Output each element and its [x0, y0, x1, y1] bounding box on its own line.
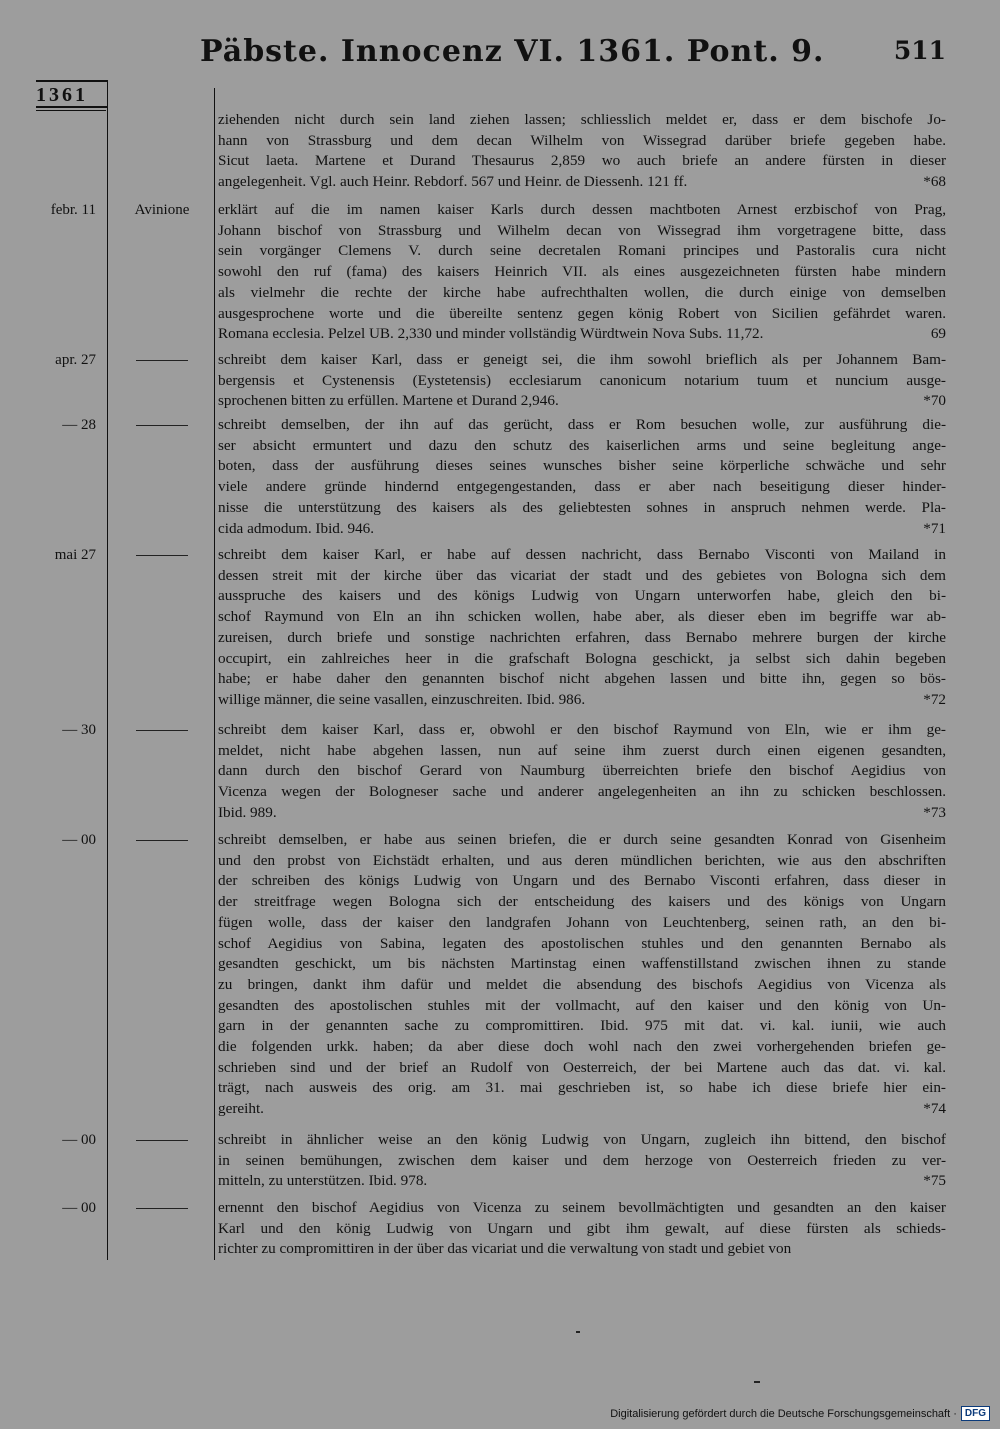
ditto-dash	[136, 1208, 188, 1209]
entry-line-text: gereiht.	[218, 1100, 264, 1118]
entry-number: *72	[923, 690, 946, 708]
entry-line	[218, 304, 946, 325]
entry-number: *75	[923, 1172, 946, 1190]
entry-line	[218, 607, 946, 628]
entry-line-text: sowohl den ruf (fama) des kaisers Heinrich VII. als eines ausgezeichneten fürsten habe mindern	[218, 263, 946, 281]
entry-line	[218, 324, 946, 345]
entry-line-text: hann von Strassburg und dem decan Wilhelm von Wissegrad darüber briefe gegeben habe.	[218, 131, 946, 149]
entry-line-text: ser absicht ermuntert und dazu den schutz des kaiserlichen arms und seine begleitung ange-	[218, 436, 946, 454]
entry-line	[218, 954, 946, 975]
entry-line	[218, 1198, 946, 1219]
top-rule-left	[36, 80, 108, 82]
entry-line	[218, 477, 946, 498]
entry-line-text: richter zu compromittiren in der über das vicariat und die verwaltung von stadt und gebiet von	[218, 1240, 792, 1258]
entry-line	[218, 782, 946, 803]
entry-line	[218, 172, 946, 193]
ditto-dash	[136, 840, 188, 841]
entry-text	[218, 1130, 946, 1192]
entry-number: *74	[923, 1100, 946, 1118]
entry-line-text: als vielmehr die rechte der kirche habe aufrechthalten wollen, die durch einige von demselben	[218, 283, 946, 301]
entry-line	[218, 415, 946, 436]
entry-line	[218, 975, 946, 996]
entry-place: Avinione	[134, 202, 190, 218]
entry-line-text: der streitfrage wegen Bologna sich der entscheidung des kaisers und des königs von Ungarn	[218, 893, 946, 911]
entry-line	[218, 1239, 946, 1260]
entry-line	[218, 110, 946, 131]
entry-line-text: schreibt demselben, er habe aus seinen briefen, die er durch seine gesandten Konrad von Gisenheim	[218, 831, 946, 848]
entry-line-text: bergensis et Cystenensis (Eystetensis) ecclesiarum canonicum notarium tuum et nuncium ausge-	[218, 371, 946, 389]
entry-line-text: in seinen bemühungen, zwischen dem kaiser und dem herzoge von Oesterreich frieden zu ver-	[218, 1151, 946, 1169]
entry-number: *70	[923, 392, 946, 410]
ditto-dash	[136, 555, 188, 556]
entry-line-text: ernennt den bischof Aegidius von Vicenza zu seinem bevollmächtigten und gesandten an den kaiser	[218, 1199, 946, 1216]
entry-line-text: mitteln, zu unterstützen. Ibid. 978.	[218, 1172, 428, 1190]
entry-line	[218, 934, 946, 955]
entry-text	[218, 830, 946, 1120]
entry-line	[218, 761, 946, 782]
entry-line	[218, 586, 946, 607]
column-divider-right	[214, 88, 215, 1260]
entry-line	[218, 1016, 946, 1037]
entry-line	[218, 996, 946, 1017]
entry-text	[218, 200, 946, 345]
entry-line	[218, 1130, 946, 1151]
entry-line-text: Karl und den könig Ludwig von Ungarn und gibt ihm gewalt, auf diese fürsten als schieds-	[218, 1219, 946, 1237]
footer	[610, 1406, 990, 1421]
running-head-title: Päbste. Innocenz VI. 1361. Pont. 9.	[200, 34, 825, 69]
entry-line-text: viele andere gründe hindernd entgegengestanden, dass er aber nach beseitigung dieser hinder-	[218, 478, 946, 496]
entry-line-text: zu bringen, dankt ihm dafür und meldet die absendung des bischofs Aegidius von Vicenza als	[218, 975, 946, 993]
entry-line-text: meldet, nicht habe abgehen lassen, nun auf seine ihm zuerst durch einen eigenen gesandten,	[218, 741, 946, 759]
page-number: 511	[893, 36, 946, 65]
entry-line	[218, 690, 946, 711]
entry-line-text: der schreiben des königs Ludwig von Ungarn und des Bernabo Visconti erfahren, dass dieser in	[218, 872, 946, 890]
entry-number: 69	[930, 325, 946, 343]
entry-text	[218, 720, 946, 824]
entry-date: mai 27	[54, 547, 96, 563]
entry-line	[218, 1037, 946, 1058]
entry-date: — 00	[62, 1200, 96, 1216]
entry-line-text: nisse die unterstützung des kaisers als des geliebtesten sohnes in anspruch nehmen werde. Pla-	[218, 498, 946, 516]
entry-line	[218, 1171, 946, 1192]
entry-date: — 00	[62, 832, 96, 848]
entry-line-text: schreibt dem kaiser Karl, dass er, obwohl er den bischof Raymund von Eln, wie er ihm ge-	[218, 721, 946, 738]
ditto-dash	[136, 425, 188, 426]
entry-line	[218, 151, 946, 172]
ditto-dash	[136, 360, 188, 361]
entry-line	[218, 669, 946, 690]
ditto-dash	[136, 1140, 188, 1141]
entry-line-text: schof Aegidius von Sabina, legaten des apostolischen stuhles und den genannten Bernabo als	[218, 934, 946, 952]
entry-line	[218, 720, 946, 741]
entry-line-text: cida admodum. Ibid. 946.	[218, 519, 375, 537]
entry-line-text: schof Raymund von Eln an ihn schicken wollen, habe aber, als dieser eben im begriffe war ab-	[218, 608, 946, 626]
entry-line-text: sprochenen bitten zu erfüllen. Martene et Durand 2,946.	[218, 392, 559, 410]
entry-line	[218, 241, 946, 262]
column-divider-left	[107, 80, 108, 1260]
entry-line-text: schreibt in ähnlicher weise an den könig Ludwig von Ungarn, zugleich ihn bittend, den bischof	[218, 1131, 946, 1148]
entry-line-text: Johann bischof von Strassburg und Wilhelm decan von Wissegrad ihm vorgetragene bitte, dass	[218, 221, 946, 239]
entry-text	[218, 415, 946, 539]
entry-date: apr. 27	[55, 352, 96, 368]
entry-line-text: occupirt, ein zahlreiches heer in die grafschaft Bologna geschickt, ja selbst sich dahin begeben	[218, 649, 946, 667]
entry-line-text: Ibid. 989.	[218, 803, 277, 821]
entry-line	[218, 741, 946, 762]
year-label: 1361	[36, 84, 88, 106]
entry-line-text: angelegenheit. Vgl. auch Heinr. Rebdorf. 567 und Heinr. de Diessenh. 121 ff.	[218, 173, 688, 191]
entry-line	[218, 1219, 946, 1240]
footer-text: Digitalisierung gefördert durch die Deutsche Forschungsgemeinschaft ·	[610, 1407, 957, 1420]
entry-number: *68	[923, 173, 946, 191]
entry-date: — 30	[62, 722, 96, 738]
entry-line	[218, 830, 946, 851]
entry-line-text: schreibt demselben, der ihn auf das gerücht, dass er Rom besuchen wolle, zur ausführung die-	[218, 416, 946, 433]
entry-line	[218, 519, 946, 540]
ditto-dash	[136, 730, 188, 731]
entry-line	[218, 391, 946, 412]
entry-line	[218, 131, 946, 152]
entry-line	[218, 1099, 946, 1120]
entry-line	[218, 871, 946, 892]
entry-line	[218, 1058, 946, 1079]
entry-line	[218, 649, 946, 670]
entry-line-text: schrieben sind und der brief an Rudolf von Oesterreich, der bei Martene auch das dat. vi. kal.	[218, 1058, 946, 1076]
entry-line-text: boten, dass der ausführung dieses seines wunsches bisher seine körperliche schwäche und sehr	[218, 457, 946, 475]
entry-line	[218, 262, 946, 283]
entry-line	[218, 851, 946, 872]
scan-speck	[576, 1331, 580, 1333]
entry-line	[218, 283, 946, 304]
entry-line	[218, 436, 946, 457]
entry-line-text: ausgesprochene worte und die übereilte sentenz gegen könig Robert von Sicilien gefährdet waren.	[218, 304, 946, 322]
entry-text	[218, 1198, 946, 1260]
entry-line-text: und den probst von Eichstädt erhalten, und aus deren mündlichen berichten, wie aus den abschriften	[218, 851, 946, 869]
entry-number: *73	[923, 803, 946, 821]
entry-text	[218, 350, 946, 412]
entry-line-text: dessen streit mit der kirche über das vicariat der stadt und des gebietes von Bologna sich dem	[218, 566, 946, 584]
entry-text	[218, 545, 946, 711]
entry-line	[218, 456, 946, 477]
entry-line-text: ziehenden nicht durch sein land ziehen lassen; schliesslich meldet er, dass er dem bischofe Jo-	[218, 111, 946, 128]
entry-line-text: Sicut laeta. Martene et Durand Thesaurus 2,859 wo auch briefe an andere fürsten in dieser	[218, 152, 946, 170]
entry-line	[218, 221, 946, 242]
entry-line-text: dann durch den bischof Gerard von Naumburg überreichten briefe den bischof Aegidius von	[218, 762, 946, 780]
scan-speck	[754, 1381, 760, 1383]
entry-line-text: die folgenden urkk. haben; da aber diese doch wohl nach den zwei vorhergehenden briefen ge-	[218, 1038, 946, 1056]
entry-line	[218, 498, 946, 519]
entry-line	[218, 200, 946, 221]
entry-line-text: fügen wolle, dass der kaiser den landgrafen Johann von Leuchtenberg, seinen rath, an den bi-	[218, 913, 946, 931]
entry-text	[218, 110, 946, 193]
entry-line	[218, 892, 946, 913]
entry-line-text: ausspruche des kaisers und des königs Ludwig von Ungarn unterworfen habe, gleich den bi-	[218, 587, 946, 605]
entry-line-text: trägt, nach ausweis des orig. am 31. mai geschrieben ist, so habe ich diese briefe hier ein-	[218, 1079, 946, 1097]
entry-line-text: gesandten des apostolischen stuhles mit der vollmacht, auf den kaiser und den könig von Un-	[218, 996, 946, 1014]
entry-line	[218, 1151, 946, 1172]
entry-line-text: gesandten geschickt, um bis nächsten Martinstag einen waffenstillstand zwischen ihnen zu stande	[218, 955, 946, 973]
entry-line	[218, 371, 946, 392]
entry-line	[218, 803, 946, 824]
entry-line	[218, 1078, 946, 1099]
entry-line-text: Romana ecclesia. Pelzel UB. 2,330 und minder vollständig Würdtwein Nova Subs. 11,72.	[218, 325, 764, 343]
entry-date: febr. 11	[50, 202, 96, 218]
entry-date: — 28	[62, 417, 96, 433]
entry-line	[218, 545, 946, 566]
entry-line-text: schreibt dem kaiser Karl, er habe auf dessen nachricht, dass Bernabo Visconti von Mailand in	[218, 546, 946, 563]
entry-line	[218, 628, 946, 649]
entry-line-text: schreibt dem kaiser Karl, dass er geneigt sei, die ihm sowohl brieflich als per Johannem Bam-	[218, 351, 946, 368]
entry-line-text: zureisen, durch briefe und sonstige nachrichten erfahren, dass Bernabo mehrere burgen der kirche	[218, 628, 946, 646]
year-underline-2	[36, 110, 106, 111]
entry-line	[218, 350, 946, 371]
entry-line-text: Vicenza wegen der Bologneser sache und anderer angelegenheiten an ihn zu schicken beschlossen.	[218, 783, 946, 801]
entry-date: — 00	[62, 1132, 96, 1148]
entry-number: *71	[923, 519, 946, 537]
entry-line	[218, 566, 946, 587]
entry-line-text: garn in der genannten sache zu compromittiren. Ibid. 975 mit dat. vi. kal. iunii, wie auch	[218, 1017, 946, 1035]
entry-line	[218, 913, 946, 934]
entry-line-text: willige männer, die seine vasallen, einzuschreiten. Ibid. 986.	[218, 690, 586, 708]
entry-line-text: erklärt auf die im namen kaiser Karls durch dessen machtboten Arnest erzbischof von Prag,	[218, 201, 946, 218]
dfg-logo: DFG	[961, 1406, 990, 1421]
entry-line-text: habe; er habe daher den genannten bischof nicht abgehen lassen und bitte ihn, gegen so bös-	[218, 670, 946, 688]
entry-line-text: sein vorgänger Clemens V. durch seine decretalen Romani principes und Pastoralis cura nicht	[218, 242, 946, 260]
